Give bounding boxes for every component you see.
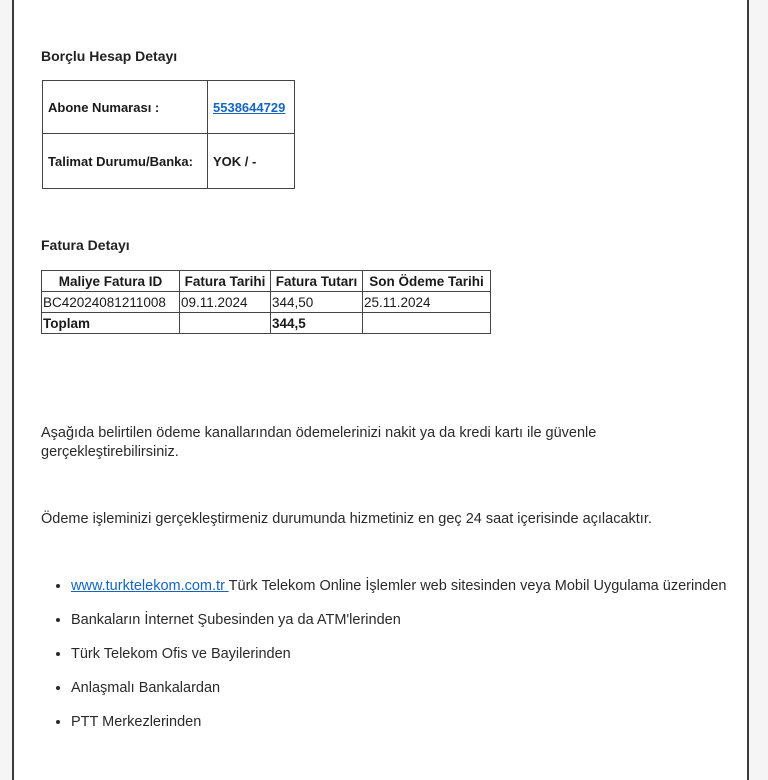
list-item: • PTT Merkezlerinden — [71, 713, 731, 732]
list-item: • Bankaların İnternet Şubesinden ya da ATM'lerinden — [71, 611, 731, 630]
instruction-status-value: YOK / - — [208, 134, 295, 189]
table-header-row — [42, 271, 491, 292]
invoice-date-cell: 09.11.2024 — [180, 292, 271, 313]
total-label-cell: Toplam — [42, 313, 180, 334]
subscriber-number-link[interactable]: 5538644729 — [213, 99, 286, 115]
list-item — [71, 577, 731, 596]
table-total-row — [42, 313, 491, 334]
invoice-section-title: Fatura Detayı — [41, 237, 130, 253]
invoice-table — [41, 270, 491, 334]
due-date-cell: 25.11.2024 — [363, 292, 491, 313]
invoice-id-cell: BC42024081211008 — [42, 292, 180, 313]
list-item: • Türk Telekom Ofis ve Bayilerinden — [71, 645, 731, 664]
subscriber-number-cell — [208, 81, 295, 134]
empty-cell — [363, 313, 491, 334]
total-amount-cell: 344,5 — [271, 313, 363, 334]
table-row — [42, 292, 491, 313]
payment-channels-list — [41, 577, 731, 747]
list-item: • Anlaşmalı Bankalardan — [71, 679, 731, 698]
account-section-title: Borçlu Hesap Detayı — [41, 48, 178, 64]
subscriber-number-label: Abone Numarası : — [43, 81, 208, 134]
payment-intro-text: Aşağıda belirtilen ödeme kanallarından ödemelerinizi nakit ya da kredi kartı ile güvenle gerçekleştirebilirsiniz. — [41, 425, 597, 460]
email-body — [12, 0, 749, 780]
online-channel-text: Türk Telekom Online İşlemler web sitesinden veya Mobil Uygulama üzerinden — [228, 578, 727, 594]
column-header-invoice-id: Maliye Fatura ID — [42, 271, 180, 292]
empty-cell — [180, 313, 271, 334]
invoice-amount-cell: 344,50 — [271, 292, 363, 313]
account-details-table — [42, 80, 295, 189]
column-header-invoice-date: Fatura Tarihi — [180, 271, 271, 292]
instruction-status-label: Talimat Durumu/Banka: — [43, 134, 208, 189]
turktelekom-website-link[interactable]: www.turktelekom.com.tr — [71, 578, 229, 594]
column-header-due-date: Son Ödeme Tarihi — [363, 271, 491, 292]
table-row — [43, 134, 295, 189]
table-row — [43, 81, 295, 134]
activation-notice-text: Ödeme işleminizi gerçekleştirmeniz durumunda hizmetiniz en geç 24 saat içerisinde açılacaktır. — [41, 511, 652, 527]
column-header-invoice-amount: Fatura Tutarı — [271, 271, 363, 292]
